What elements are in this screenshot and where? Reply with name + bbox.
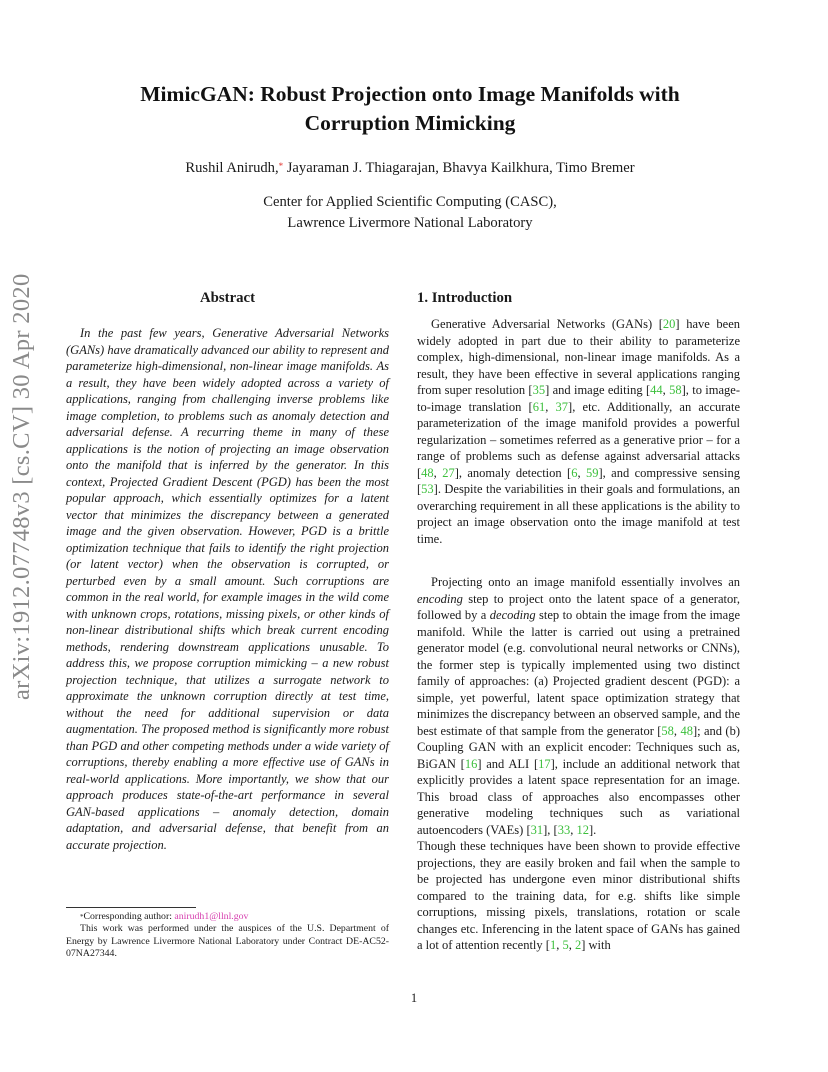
citation-link[interactable]: 58 bbox=[669, 383, 682, 397]
corresponding-author-mark[interactable]: * bbox=[278, 161, 284, 171]
text: step to project onto the latent space of a generator, followed by a bbox=[417, 591, 740, 622]
text: ], include an additional network that explicitly provides a latent space representation for an image. This broad class of approaches also encompasses other generative modeling techniques such as variational autoencoders (VAEs) [ bbox=[417, 756, 740, 837]
text: Generative Adversarial Networks (GANs) bbox=[431, 317, 659, 331]
footnote-rule bbox=[66, 907, 196, 908]
text: , bbox=[673, 723, 681, 738]
footnote-label: Corresponding author: bbox=[83, 911, 175, 922]
intro-paragraph-1 bbox=[417, 316, 740, 547]
text: ]. Despite the variabilities in their goals and formulations, an overarching requirement in all these applications is the ability to project an image observation onto the image manifold at test time. bbox=[417, 482, 740, 546]
emphasis: encoding bbox=[417, 591, 463, 606]
text: ], etc. Additionally, an accurate parameterization of the image manifold provides a powerful regularization – sometimes referred as a generative prior – for a range of problems such as defense against adversarial attacks [ bbox=[417, 399, 740, 480]
footnote bbox=[66, 907, 389, 960]
author-list bbox=[60, 160, 760, 177]
text: ] with bbox=[581, 938, 611, 952]
citation-link[interactable]: 2 bbox=[574, 938, 582, 952]
citation-link[interactable]: 1 bbox=[549, 938, 557, 952]
text: ] and image editing [ bbox=[545, 383, 651, 397]
email-link[interactable]: anirudh1@llnl.gov bbox=[174, 911, 249, 922]
text: ], to image-to-image translation [ bbox=[417, 383, 741, 414]
citation-link[interactable]: 58 bbox=[661, 723, 674, 738]
citation-link[interactable]: 17 bbox=[538, 756, 551, 771]
text: , bbox=[568, 938, 575, 952]
affiliation-line-1: Center for Applied Scientific Computing (CASC), bbox=[263, 194, 557, 210]
corresponding-author-note bbox=[66, 911, 389, 923]
citation-link[interactable]: 59 bbox=[586, 465, 599, 480]
affiliation-line-2: Lawrence Livermore National Laboratory bbox=[287, 215, 533, 231]
left-column bbox=[66, 290, 389, 853]
intro-paragraph-3 bbox=[417, 838, 740, 954]
text: , bbox=[556, 938, 563, 952]
text: ]. bbox=[588, 822, 597, 837]
text: ], and compressive sensing [ bbox=[417, 465, 741, 496]
text: , bbox=[433, 465, 443, 480]
right-column bbox=[417, 290, 740, 954]
citation-link[interactable]: 35 bbox=[532, 383, 546, 397]
text: , bbox=[570, 822, 577, 837]
citation-link[interactable]: 44 bbox=[650, 383, 663, 397]
text: Though these techniques have been shown to provide effective projections, they are easily broken and fail when the sample to be projected has undergone even minor distributional shifts compared to the training data, for e.g. shifts like simple corruptions, missing pixels, translations, rotation or scale changes etc. Inferencing in the latent space of GANs has gained a lot of attention recently [ bbox=[417, 839, 740, 952]
introduction-heading: 1. Introduction bbox=[417, 290, 513, 306]
text: ] have been widely adopted in part due to their ability to parameterize complex, high-dimensional, non-linear image manifolds. As a result, they have been effective in several applications ranging from super resolution [ bbox=[417, 317, 740, 397]
text: , bbox=[577, 465, 586, 480]
emphasis: decoding bbox=[489, 608, 536, 622]
page-number: 1 bbox=[410, 991, 418, 1005]
text: ], anomaly detection [ bbox=[454, 465, 572, 480]
citation-link[interactable]: 48 bbox=[421, 465, 434, 480]
citation-link[interactable]: 20 bbox=[662, 317, 676, 331]
citation-link[interactable]: 12 bbox=[576, 822, 589, 837]
text: [ bbox=[658, 317, 663, 331]
other-authors: Jayaraman J. Thiagarajan, Bhavya Kailkhura, Timo Bremer bbox=[283, 160, 635, 176]
text: , bbox=[545, 399, 556, 414]
abstract-heading: Abstract bbox=[199, 290, 256, 306]
citation-link[interactable]: 53 bbox=[421, 482, 434, 496]
text: ], [ bbox=[543, 822, 558, 837]
footnote-mark: * bbox=[80, 913, 84, 921]
text: , bbox=[662, 383, 670, 397]
citation-link[interactable]: 37 bbox=[555, 399, 569, 414]
text: step to obtain the image from the image manifold. While the latter is carried out using a pretrained generator model (e.g. convolutional neural networks or CNNs), the former step is typically implemented using two distinct family of approaches: (a) Projected gradient descent (PGD): a simple, yet powerful, latent space optimization strategy that minimizes the discrepancy between an observed sample, and the best estimate of that sample from the generator [ bbox=[417, 608, 741, 738]
affiliation bbox=[60, 192, 760, 234]
arxiv-stamp: arXiv:1912.07748v3 [cs.CV] 30 Apr 2020 bbox=[8, 273, 35, 700]
citation-link[interactable]: 5 bbox=[562, 938, 569, 952]
citation-link[interactable]: 6 bbox=[571, 465, 578, 480]
title-line-1: MimicGAN: Robust Projection onto Image Manifolds with bbox=[140, 82, 680, 106]
text: ]; and (b) Coupling GAN with an explicit encoder: Techniques such as, BiGAN [ bbox=[417, 723, 740, 771]
citation-link[interactable]: 27 bbox=[442, 465, 455, 480]
citation-link[interactable]: 33 bbox=[557, 822, 571, 837]
citation-link[interactable]: 31 bbox=[530, 822, 544, 837]
title-line-2: Corruption Mimicking bbox=[304, 111, 516, 135]
intro-paragraph-2 bbox=[417, 574, 740, 838]
citation-link[interactable]: 48 bbox=[680, 723, 693, 738]
abstract-text: In the past few years, Generative Adversarial Networks (GANs) have dramatically advanced our ability to represent and parameterize high-dimensional, non-linear image manifolds. As a result, they have been widely adopted across a variety of applications, ranging from challenging inverse problems like image completion, to problems such as anomaly detection and adversarial defense. A recurring theme in many of these applications is the notion of projecting an image observation onto the manifold that is inferred by the generator. In this context, Projected Gradient Descent (PGD) has been the most popular approach, which essentially optimizes for a latent vector that minimizes the discrepancy between a generated image and the given observation. However, PGD is a brittle optimization technique that fails to identify the right projection (or latent vector) when the observation is corrupted, or perturbed even by a small amount. Such corruptions are common in the real world, for example images in the wild come with unknown crops, rotations, missing pixels, or other kinds of non-linear distributional shifts which break current encoding methods, rendering downstream applications unusable. To address this, we propose corruption mimicking – a new robust projection technique, that utilizes a surrogate network to approximate the unknown corruption directly at test time, without the need for additional supervision or data augmentation. The proposed method is significantly more robust than PGD and other competing methods under a wide variety of corruptions, thereby enabling a more effective use of GANs in real-world applications. More importantly, we show that our approach produces state-of-the-art performance in several GAN-based applications – anomaly detection, domain adaptation, and adversarial defense, that benefit from an accurate projection. bbox=[66, 326, 389, 852]
paper-title bbox=[60, 80, 760, 138]
author-1: Rushil Anirudh, bbox=[185, 160, 279, 176]
funding-note: This work was performed under the auspices of the U.S. Department of Energy by Lawrence Livermore National Laboratory under Contract DE-AC52-07NA27344. bbox=[66, 923, 389, 959]
text: Projecting onto an image manifold essentially involves an bbox=[431, 575, 740, 589]
citation-link[interactable]: 16 bbox=[464, 756, 478, 771]
citation-link[interactable]: 61 bbox=[532, 399, 546, 414]
text: ] and ALI [ bbox=[477, 756, 539, 771]
